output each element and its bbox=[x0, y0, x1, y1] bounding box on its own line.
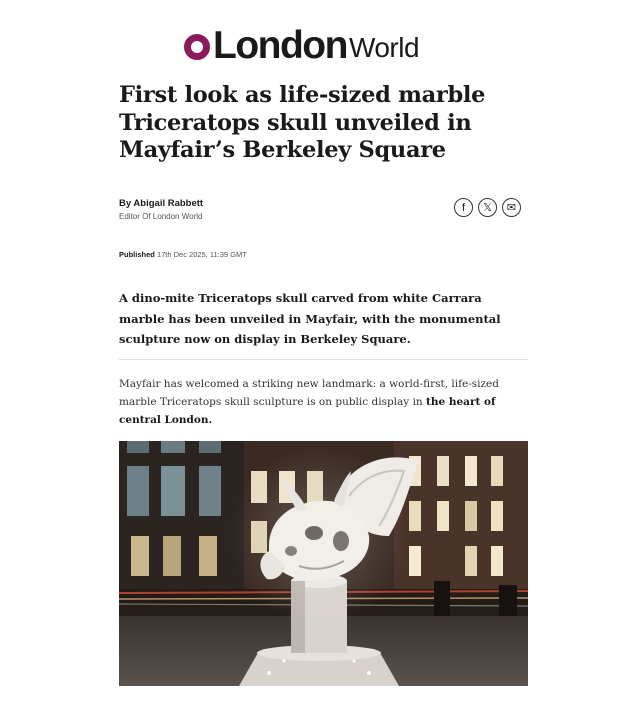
logo-ring-icon bbox=[184, 34, 210, 60]
share-buttons bbox=[454, 198, 521, 217]
site-logo[interactable] bbox=[184, 24, 419, 68]
facebook-icon[interactable]: f bbox=[454, 198, 473, 217]
article-hero-image bbox=[119, 441, 528, 686]
sculpture-photo-illustration bbox=[119, 441, 528, 686]
body-link[interactable]: the heart of central London. bbox=[119, 396, 496, 426]
email-icon[interactable]: ✉ bbox=[502, 198, 521, 217]
article-headline: First look as life-sized marble Triceratops skull unveiled in Mayfair’s Berkeley Square bbox=[119, 82, 486, 163]
byline bbox=[119, 198, 203, 221]
published-info bbox=[119, 250, 247, 259]
author-name[interactable]: By Abigail Rabbett bbox=[119, 198, 204, 209]
article-standfirst: A dino-mite Triceratops skull carved from white Carrara marble has been unveiled in Mayfair, with the monumental sculpture now on display in Berkeley Square. bbox=[119, 291, 501, 346]
logo-secondary-text: World bbox=[348, 32, 420, 63]
logo-primary-text: London bbox=[213, 24, 347, 67]
published-date: 17th Dec 2025, 11:39 GMT bbox=[156, 250, 247, 259]
x-icon[interactable]: 𝕏 bbox=[478, 198, 497, 217]
author-role: Editor Of London World bbox=[119, 212, 203, 221]
article-body-paragraph bbox=[119, 375, 529, 429]
published-label: Published bbox=[119, 250, 155, 259]
body-text: Mayfair has welcomed a striking new landmark: a world-first, life-sized marble Triceratops skull sculpture is on public display in bbox=[119, 378, 499, 408]
divider bbox=[119, 359, 528, 360]
